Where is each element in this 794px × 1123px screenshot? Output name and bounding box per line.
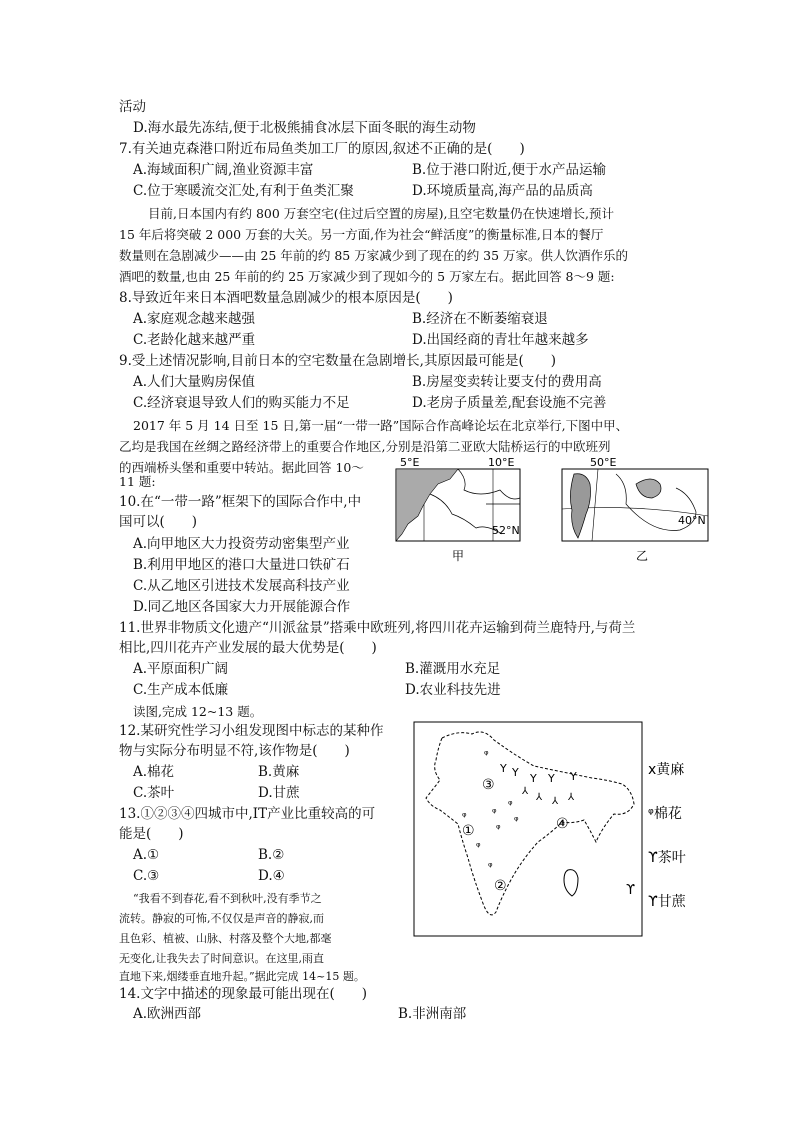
question-13: 13.①②③④四城市中,IT产业比重较高的可 [119,806,376,822]
option-b: B.黄麻 [258,764,300,780]
question-12-cont: 物与实际分布明显不符,该作物是( ) [119,743,350,759]
map-caption: 甲 [452,549,465,563]
svg-text:⅄: ⅄ [536,792,543,803]
legend-tea: ϒ茶叶 [648,850,686,866]
svg-text:⅄: ⅄ [552,796,559,807]
option-a: A.人们大量购房保值 [133,374,256,390]
sugarcane-marker: ϒ [626,883,636,898]
svg-text:ᵠ: ᵠ [484,748,489,761]
option-c: C.茶叶 [133,785,175,801]
option-d: D.出国经商的青壮年越来越多 [412,332,589,348]
question-11-cont: 相比,四川花卉产业发展的最大优势是( ) [119,640,377,656]
option-b: B.房屋变卖转让要支付的费用高 [412,374,602,390]
svg-text:ᵠ: ᵠ [496,822,501,835]
option-c: C.位于寒暖流交汇处,有利于鱼类汇聚 [133,183,354,199]
city-4: ④ [556,816,569,832]
option-a: A.家庭观念越来越强 [133,311,256,327]
option-d: D.同乙地区各国家大力开展能源合作 [133,599,351,615]
svg-text:ᵠ: ᵠ [508,798,513,811]
instruction: 读图,完成 12~13 题。 [133,704,263,719]
option-d: D.环境质量高,海产品的品质高 [412,183,593,199]
question-13-cont: 能是( ) [119,826,184,842]
option-a: A.向甲地区大力投资劳动密集型产业 [133,536,350,552]
option-a: A.欧洲西部 [133,1006,202,1022]
option-a: A.① [133,847,160,863]
india-map [412,720,712,938]
option-a: A.棉花 [133,764,175,780]
option-b: B.利用甲地区的港口大量进口铁矿石 [133,557,350,573]
city-1: ① [462,823,475,839]
passage-line: 目前,日本国内有约 800 万套空宅(住过后空置的房屋),且空宅数量仍在快速增长,预计 [148,206,614,221]
quote-line: 且色彩、植被、山脉、村落及整个大地,都毫 [119,932,332,945]
legend-sugarcane: ϒ甘蔗 [648,894,686,910]
svg-text:ᵠ: ᵠ [488,860,493,873]
svg-text:ᵠ: ᵠ [476,840,481,853]
city-3: ③ [482,777,495,793]
svg-text:⅄: ⅄ [522,786,529,797]
option-c: C.生产成本低廉 [133,682,229,698]
text-line: 活动 [119,99,146,115]
passage-line: 11 题: [119,474,156,489]
lat-label: 52°N [492,524,520,537]
svg-text:Y: Y [512,766,519,779]
svg-text:Y: Y [548,772,555,785]
legend-cotton: ᵠ棉花 [648,806,682,822]
lat-label: 40°N [678,514,706,527]
quote-line: 直地下来,烟缕垂直地升起。”据此完成 14~15 题。 [119,970,365,983]
lon-label: 50°E [590,456,617,469]
option-a: A.海域面积广阔,渔业资源丰富 [133,162,314,178]
option-b: B.位于港口附近,便于水产品运输 [412,162,607,178]
option-d: D.农业科技先进 [405,682,501,698]
legend-jute: ⅹ黄麻 [648,762,685,778]
svg-text:Y: Y [570,770,577,783]
passage-line: 乙均是我国在丝绸之路经济带上的重要合作地区,分别是沿第二亚欧大陆桥运行的中欧班列 [119,439,611,454]
passage-line: 数量则在急剧减少——由 25 年前的约 85 万家减少到了现在的约 35 万家。供人饮酒作乐的 [119,248,629,263]
question-9: 9.受上述情况影响,目前日本的空宅数量在急剧增长,其原因最可能是( ) [119,353,556,369]
map-frame [414,722,642,936]
city-2: ② [494,878,507,894]
option-c: C.③ [133,868,160,884]
svg-text:Y: Y [530,772,537,785]
option-d: D.甘蔗 [258,785,300,801]
option-c: C.老龄化越来越严重 [133,332,256,348]
svg-text:ᵠ: ᵠ [462,810,467,823]
question-7: 7.有关迪克森港口附近布局鱼类加工厂的原因,叙述不正确的是( ) [119,141,525,157]
question-10-cont: 国可以( ) [119,514,198,530]
question-12: 12.某研究性学习小组发现图中标志的某种作 [119,723,384,739]
svg-text:⅄: ⅄ [568,792,575,803]
passage-line: 酒吧的数量,也由 25 年前的约 25 万家减少到了现如今的 5 万家左右。据此回答 8～9 题: [119,269,615,284]
lon-label: 10°E [488,456,515,469]
map-yi [556,454,716,564]
passage-line: 的西端桥头堡和重要中转站。据此回答 10～ [119,460,364,475]
option-d: D.海水最先冻结,便于北极熊捕食冰层下面冬眠的海生动物 [133,120,476,136]
option-b: B.经济在不断萎缩衰退 [412,311,548,327]
option-b: B.非洲南部 [398,1006,467,1022]
question-8: 8.导致近年来日本酒吧数量急剧减少的根本原因是( ) [119,290,453,306]
svg-text:Y: Y [500,762,507,775]
option-d: D.老房子质量差,配套设施不完善 [412,395,607,411]
quote-line: “我看不到春花,看不到秋叶,没有季节之 [133,892,322,905]
option-c: C.从乙地区引进技术发展高科技产业 [133,578,350,594]
question-11: 11.世界非物质文化遗产“川派盆景”搭乘中欧班列,将四川花卉运输到荷兰鹿特丹,与荷兰 [119,620,636,636]
option-a: A.平原面积广阔 [133,661,229,677]
quote-line: 无变化,让我失去了时间意识。在这里,雨直 [119,952,324,965]
lon-label: 5°E [400,456,420,469]
svg-text:ᵠ: ᵠ [492,806,497,819]
option-b: B.灌溉用水充足 [405,661,501,677]
passage-line: 15 年后将突破 2 000 万套的大关。另一方面,作为社会“鲜活度”的衡量标准,日本的餐厅 [119,227,604,242]
svg-text:ᵠ: ᵠ [514,814,519,827]
quote-line: 流转。静寂的可怖,不仅仅是声音的静寂,而 [119,912,324,925]
map-caption: 乙 [636,549,649,563]
option-d: D.④ [258,868,285,884]
option-c: C.经济衰退导致人们的购买能力不足 [133,395,350,411]
option-b: B.② [258,847,285,863]
map-jia [390,454,528,564]
passage-line: 2017 年 5 月 14 日至 15 日,第一届“一带一路”国际合作高峰论坛在北京举行,下图中甲、 [133,418,629,433]
question-10: 10.在“一带一路”框架下的国际合作中,中 [119,494,362,510]
question-14: 14.文字中描述的现象最可能出现在( ) [119,986,368,1002]
